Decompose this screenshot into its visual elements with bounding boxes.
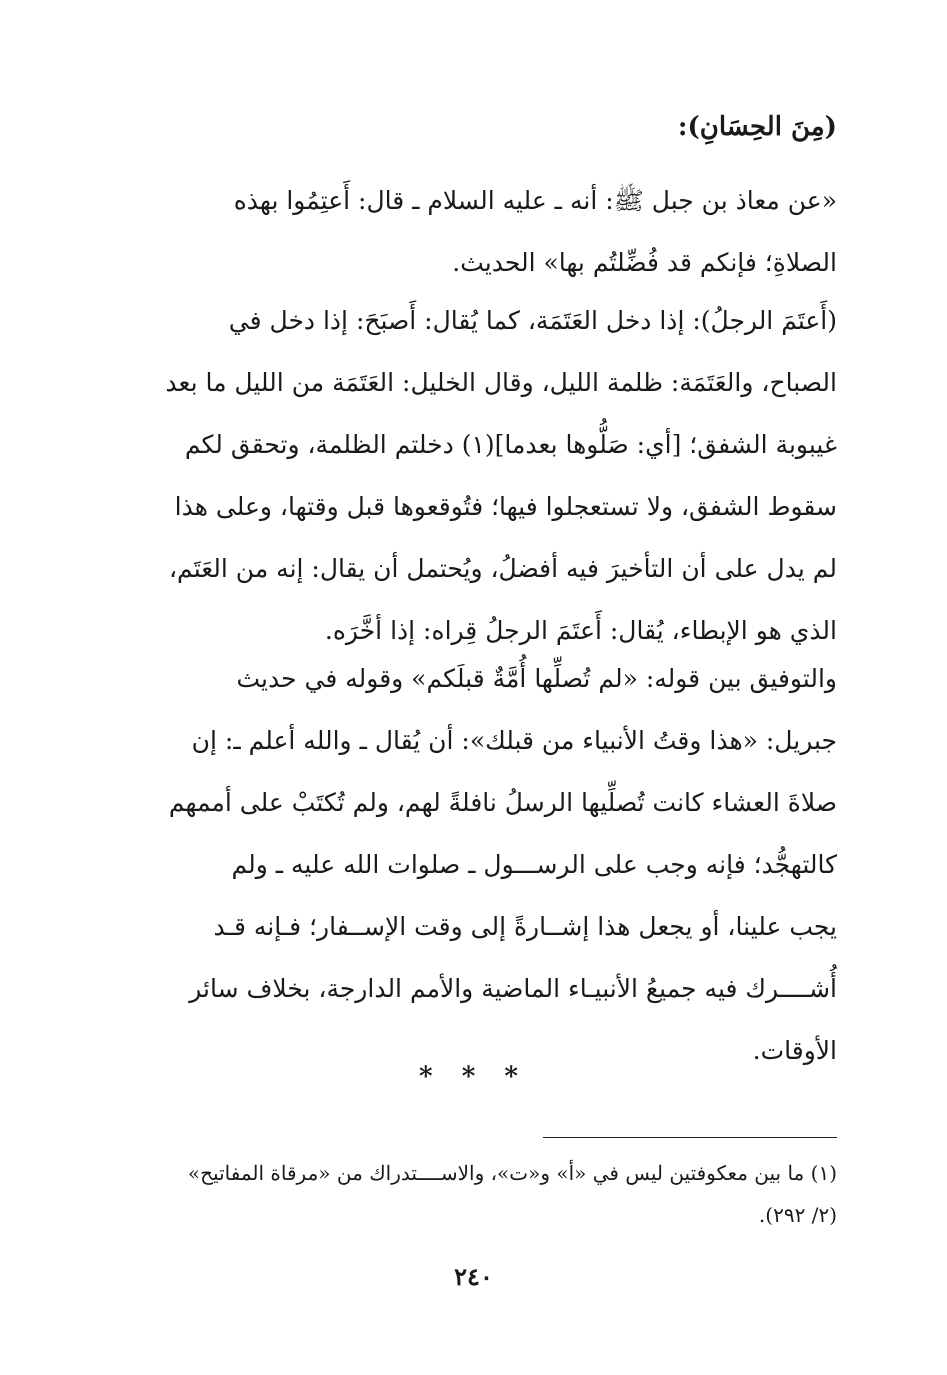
paragraph-hadith [120,170,837,294]
text-line: «عن معاذ بن جبل ﷺ: أنه ـ عليه السلام ـ قال: أَعتِمُوا بهذه [233,186,837,215]
section-heading: (مِنَ الحِسَانِ): [677,112,837,142]
page-number: ٢٤٠ [454,1262,493,1291]
text-line: صلاةَ العشاء كانت تُصلِّيها الرسلُ نافلةً لهم، ولم تُكتَبْ على أممهم [168,788,837,817]
text-line: يجب علينا، أو يجعل هذا إشــارةً إلى وقت الإســفار؛ فـإنه قـد [213,912,837,941]
text-line: الأوقات. [752,1036,837,1065]
text-line: جبريل: «هذا وقتُ الأنبياء من قبلك»: أن يُقال ـ والله أعلم ـ: إن [191,726,837,755]
text-line: الصباح، والعَتَمَة: ظلمة الليل، وقال الخليل: العَتَمَة من الليل ما بعد [165,368,837,397]
section-separator: * * * [419,1062,528,1092]
footnote-divider [543,1137,837,1138]
footnote [120,1152,837,1236]
text-line: لم يدل على أن التأخيرَ فيه أفضلُ، ويُحتمل أن يقال: إنه من العَتَم، [168,554,837,583]
footnote-line: (٢/ ٢٩٢). [758,1203,837,1227]
footnote-line: (١) ما بين معكوفتين ليس في «أ» و«ت»، والاســــتدراك من «مرقاة المفاتيح» [187,1161,837,1185]
text-line: سقوط الشفق، ولا تستعجلوا فيها؛ فتُوقعوها قبل وقتها، وعلى هذا [174,492,837,521]
text-line: أُشــــرك فيه جميعُ الأنبيـاء الماضية والأمم الدارجة، بخلاف سائر [189,974,837,1003]
text-line: والتوفيق بين قوله: «لم تُصلِّها أُمَّةٌ قبلَكم» وقوله في حديث [236,664,837,693]
text-line: غيبوبة الشفق؛ [أي: صَلُّوها بعدما](١) دخلتم الظلمة، وتحقق لكم [184,430,837,459]
paragraph-reconciliation [120,648,837,1082]
text-line: (أَعتَمَ الرجلُ): إذا دخل العَتَمَة، كما يُقال: أَصبَحَ: إذا دخل في [228,306,837,335]
text-line: الذي هو الإبطاء، يُقال: أَعتَمَ الرجلُ قِراه: إذا أخَّرَه. [324,616,837,645]
paragraph-explanation [120,290,837,662]
text-line: كالتهجُّد؛ فإنه وجب على الرســـول ـ صلوات الله عليه ـ ولم [231,850,837,879]
text-line: الصلاةِ؛ فإنكم قد فُضِّلتُم بها» الحديث. [452,248,837,277]
